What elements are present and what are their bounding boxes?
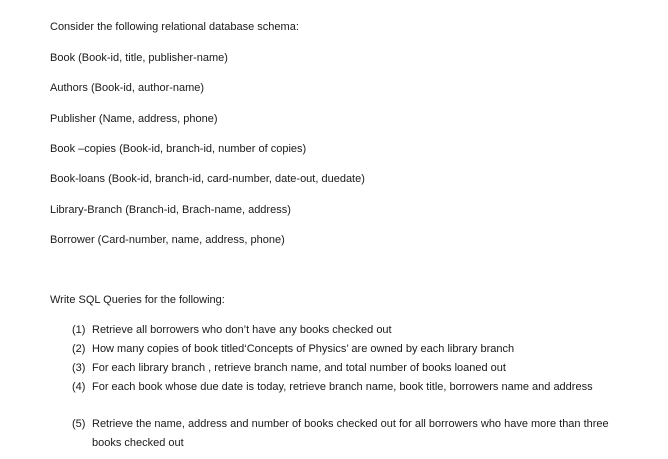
query-text: For each library branch , retrieve branch name, and total number of books loaned out (92, 362, 506, 374)
query-number: (3) (72, 362, 86, 374)
query-text: For each book whose due date is today, retrieve branch name, book title, borrowers name and address (92, 381, 593, 393)
query-number: (1) (72, 324, 86, 336)
query-number: (2) (72, 343, 86, 355)
schema-book-copies: Book –copies (Book-id, branch-id, number of copies) (50, 143, 307, 155)
schema-publisher: Publisher (Name, address, phone) (50, 113, 218, 125)
query-text: Retrieve all borrowers who don’t have any books checked out (92, 324, 392, 336)
intro-text: Consider the following relational database schema: (50, 21, 299, 33)
schema-library-branch: Library-Branch (Branch-id, Brach-name, address) (50, 204, 291, 216)
query-number: (5) (72, 418, 86, 430)
schema-book: Book (Book-id, title, publisher-name) (50, 52, 228, 64)
schema-book-loans: Book-loans (Book-id, branch-id, card-number, date-out, duedate) (50, 173, 365, 185)
schema-borrower: Borrower (Card-number, name, address, phone) (50, 234, 285, 246)
queries-heading: Write SQL Queries for the following: (50, 294, 225, 306)
query-text: Retrieve the name, address and number of books checked out for all borrowers who have more than three books checked out (92, 418, 609, 449)
query-text: How many copies of book titled‘Concepts of Physics’ are owned by each library branch (92, 343, 515, 355)
query-number: (4) (72, 381, 86, 393)
schema-authors: Authors (Book-id, author-name) (50, 82, 205, 94)
